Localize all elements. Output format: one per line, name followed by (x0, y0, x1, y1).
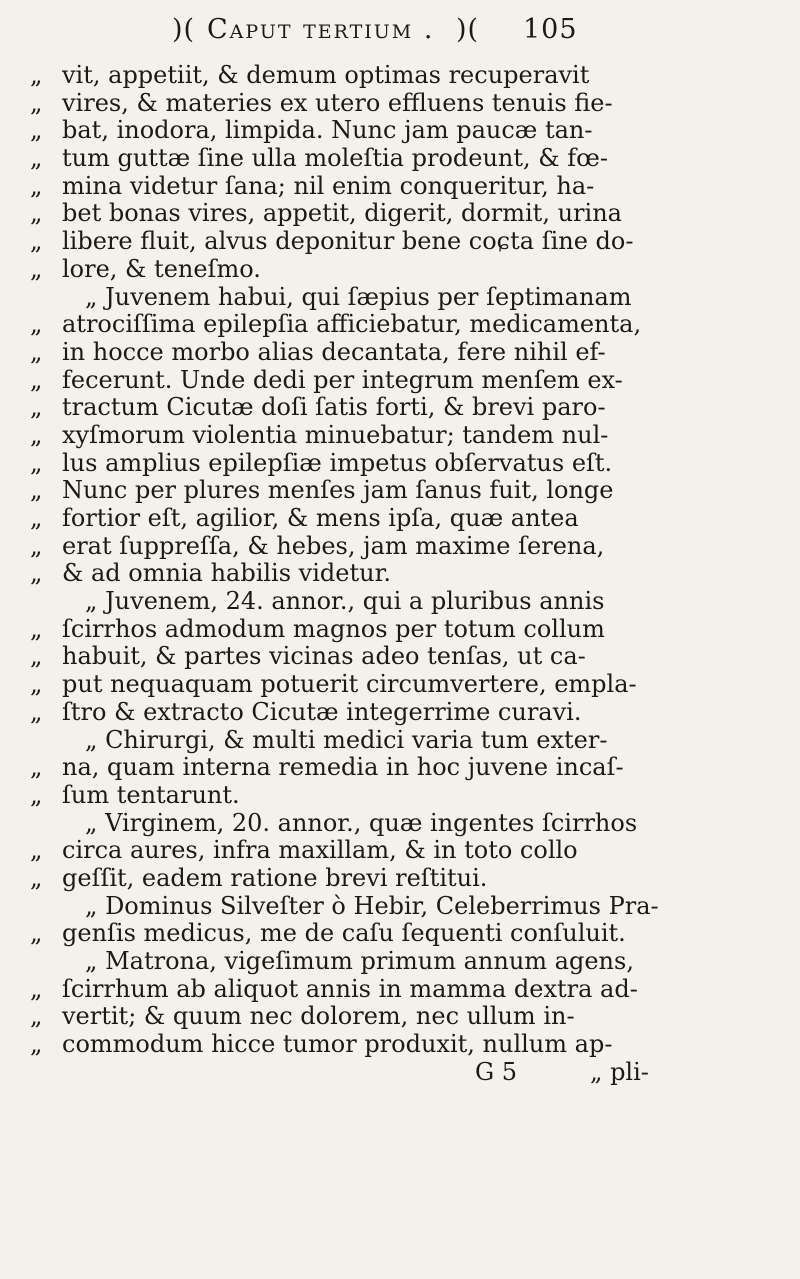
line-text: tractum Cicutæ doſi ſatis forti, & brevi paro- (62, 393, 606, 422)
text-line (30, 893, 750, 921)
quote-mark: „ (30, 836, 43, 865)
quote-mark: „ (30, 919, 43, 948)
quote-mark: „ (30, 697, 43, 726)
text-line (30, 865, 750, 893)
line-text: na, quam interna remedia in hoc juvene incaſ- (62, 753, 624, 782)
text-line (30, 948, 750, 976)
quote-mark: „ (30, 863, 43, 892)
line-text: erat ſuppreſſa, & hebes, jam maxime ſerena, (62, 531, 605, 560)
quote-mark: „ (30, 504, 43, 532)
chapter-title: Caput tertium . (207, 14, 435, 45)
quote-mark: „ (30, 1030, 43, 1059)
text-line (30, 1031, 750, 1059)
running-header (0, 14, 800, 54)
line-text: ſcirrhos admodum magnos per totum collum (62, 614, 605, 643)
line-text: habuit, & partes vicinas adeo tenſas, ut ca- (62, 642, 586, 671)
line-text: fortior eſt, agilior, & mens ipſa, quæ antea (62, 504, 579, 532)
line-text: put nequaquam potuerit circumvertere, empla- (62, 670, 637, 699)
line-text: geſſit, eadem ratione brevi reſtitui. (62, 863, 488, 892)
quote-mark: „ (30, 476, 43, 505)
text-line (30, 256, 750, 284)
line-text: „ Chirurgi, & multi medici varia tum exter- (85, 725, 608, 754)
quote-mark: „ (30, 61, 43, 89)
text-line (30, 643, 750, 671)
text-line (30, 1003, 750, 1031)
quote-mark: „ (30, 254, 43, 283)
line-text: ſcirrhum ab aliquot annis in mamma dextra ad- (62, 974, 638, 1003)
text-line (30, 339, 750, 367)
line-text: lore, & teneſmo. (62, 254, 261, 283)
line-text: mina videtur ſana; nil enim conqueritur, ha- (62, 171, 595, 200)
text-line (30, 117, 750, 145)
quote-mark: „ (30, 227, 43, 256)
text-line (30, 367, 750, 395)
quote-mark: „ (30, 1002, 43, 1031)
line-text: lus amplius epilepſiæ impetus obſervatus eſt. (62, 448, 613, 477)
text-line (30, 699, 750, 727)
line-text: xyſmorum violentia minuebatur; tandem nul- (62, 420, 609, 449)
quote-mark: „ (30, 88, 43, 117)
text-line (30, 394, 750, 422)
text-line (30, 228, 750, 256)
line-text: in hocce morbo alias decantata, fere nihil ef- (62, 337, 606, 366)
line-text: & ad omnia habilis videtur. (62, 559, 392, 588)
text-line (30, 477, 750, 505)
text-line (30, 588, 750, 616)
quote-mark: „ (30, 144, 43, 173)
line-text: genſis medicus, me de caſu ſequenti conſuluit. (62, 919, 626, 948)
text-line (30, 616, 750, 644)
body-text (30, 62, 750, 1086)
quote-mark: „ (30, 614, 43, 643)
line-text: bat, inodora, limpida. Nunc jam paucæ tan- (62, 116, 593, 145)
text-line (30, 311, 750, 339)
text-line (30, 782, 750, 810)
quote-mark: „ (30, 337, 43, 366)
quote-mark: „ (30, 559, 43, 588)
quote-mark: „ (30, 642, 43, 671)
page-number: 105 (523, 14, 578, 45)
quote-mark: „ (30, 365, 43, 394)
text-line (30, 284, 750, 312)
text-line (30, 422, 750, 450)
text-line (30, 560, 750, 588)
text-line (30, 671, 750, 699)
quote-mark: „ (30, 531, 43, 560)
line-text: atrociſſima epilepſia afficiebatur, medicamenta, (62, 310, 642, 339)
text-line (30, 145, 750, 173)
quote-mark: „ (30, 670, 43, 699)
text-line (30, 976, 750, 1004)
line-text: circa aures, infra maxillam, & in toto collo (62, 836, 578, 865)
line-text: commodum hicce tumor produxit, nullum ap- (62, 1030, 613, 1059)
text-line (30, 173, 750, 201)
text-line (30, 200, 750, 228)
text-line (30, 450, 750, 478)
line-text: „ Dominus Silveſter ò Hebir, Celeberrimus Pra- (85, 891, 659, 920)
text-line (30, 533, 750, 561)
text-line (30, 62, 750, 90)
quote-mark: „ (30, 199, 43, 228)
quote-mark: „ (30, 753, 43, 782)
line-text: bet bonas vires, appetit, digerit, dormit, urina (62, 199, 622, 228)
header-left-mark: )( (172, 14, 196, 45)
line-text: ſum tentarunt. (62, 780, 240, 809)
text-line (30, 754, 750, 782)
quote-mark: „ (30, 420, 43, 449)
text-line (30, 505, 750, 533)
text-line (30, 810, 750, 838)
text-line (30, 920, 750, 948)
line-text: fecerunt. Unde dedi per integrum menſem ex- (62, 365, 623, 394)
line-text: Nunc per plures menſes jam ſanus fuit, longe (62, 476, 614, 505)
signature-mark: G 5 (475, 1057, 518, 1086)
quote-mark: „ (30, 116, 43, 145)
line-text: libere fluit, alvus deponitur bene coɕta ſine do- (62, 227, 634, 256)
line-text: „ Juvenem, 24. annor., qui a pluribus annis (85, 587, 605, 616)
quote-mark: „ (30, 974, 43, 1003)
line-text: vertit; & quum nec dolorem, nec ullum in- (62, 1002, 575, 1031)
quote-mark: „ (30, 393, 43, 422)
text-line (30, 90, 750, 118)
quote-mark: „ (30, 171, 43, 200)
quote-mark: „ (30, 310, 43, 339)
line-text: ſtro & extracto Cicutæ integerrime curavi. (62, 697, 582, 726)
text-line (30, 837, 750, 865)
catchword: „ pli- (590, 1057, 649, 1086)
line-text: vit, appetiit, & demum optimas recuperavit (62, 61, 590, 89)
text-line (30, 727, 750, 755)
quote-mark: „ (30, 448, 43, 477)
quote-mark: „ (30, 780, 43, 809)
footer-line (30, 1059, 750, 1087)
line-text: „ Juvenem habui, qui ſæpius per ſeptimanam (85, 282, 632, 311)
line-text: „ Virginem, 20. annor., quæ ingentes ſcirrhos (85, 808, 638, 837)
line-text: „ Matrona, vigeſimum primum annum agens, (85, 947, 634, 975)
line-text: vires, & materies ex utero effluens tenuis fie- (62, 88, 613, 117)
line-text: tum guttæ ſine ulla moleſtia prodeunt, & fœ- (62, 144, 608, 173)
header-right-mark: )( (456, 14, 480, 45)
